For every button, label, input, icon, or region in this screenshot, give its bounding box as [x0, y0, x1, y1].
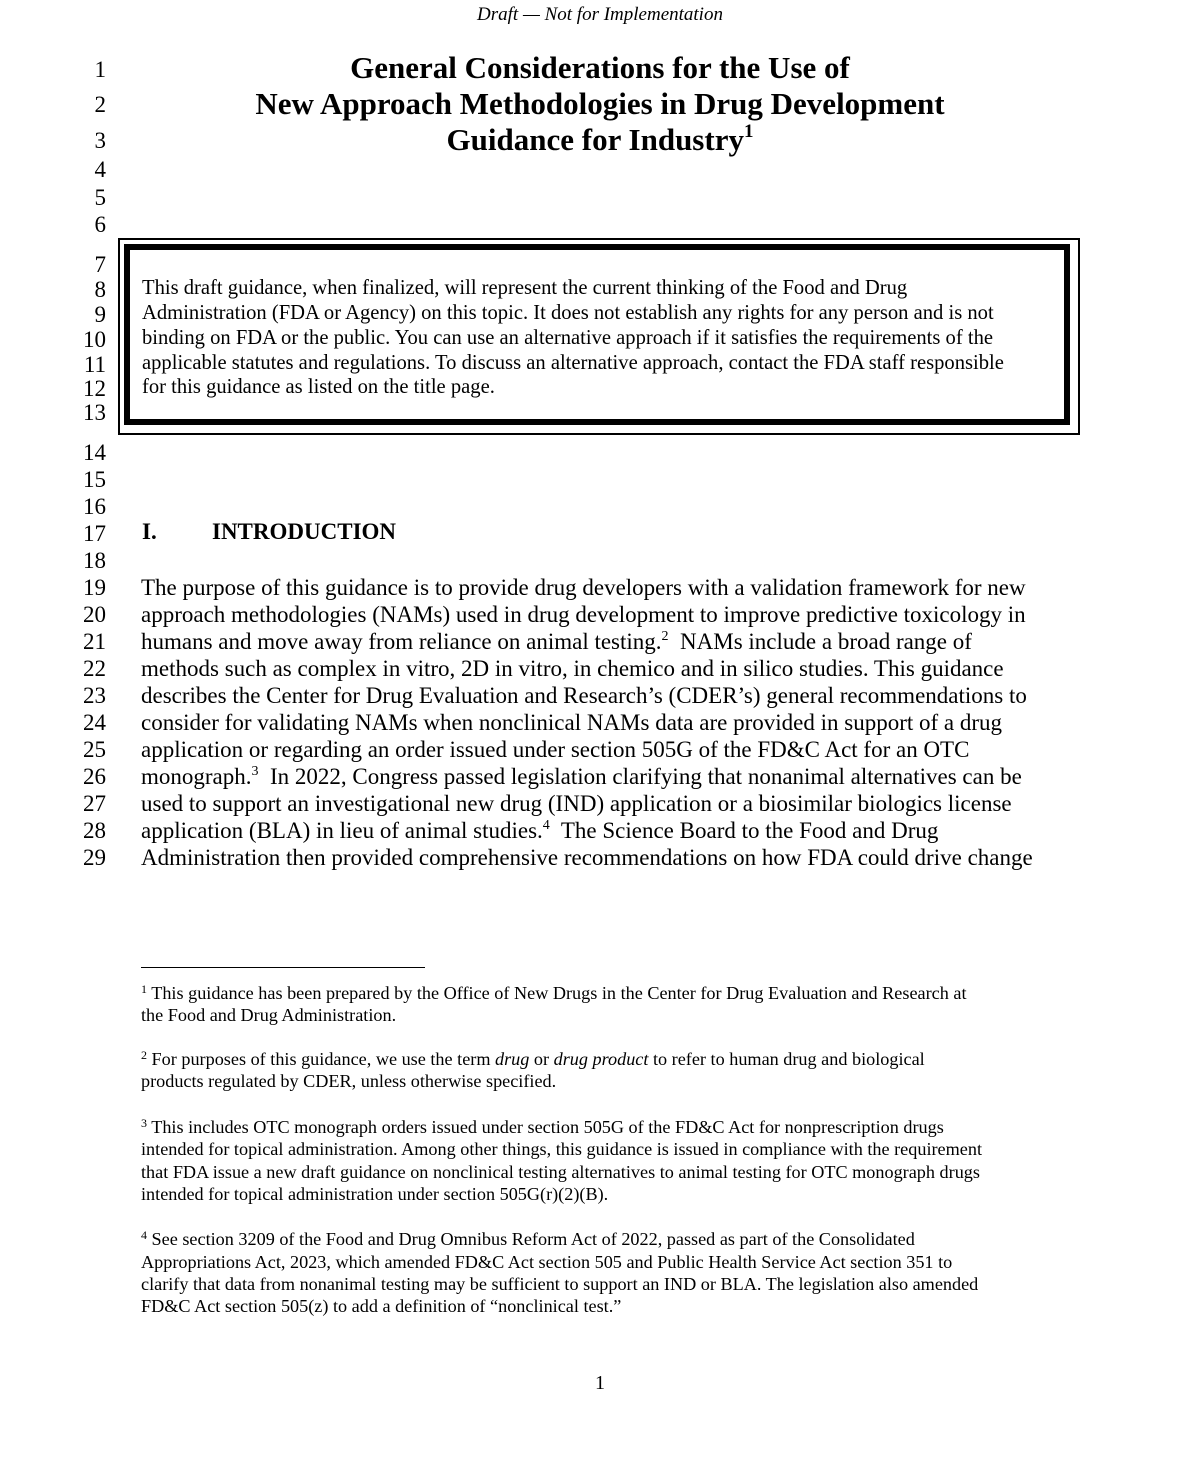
footnote-4	[141, 1229, 915, 1250]
disclaimer-line: Administration (FDA or Agency) on this topic. It does not establish any rights for any person and is not	[142, 302, 994, 324]
line-number: 20	[83, 602, 106, 627]
footnote-3-line-4: intended for topical administration under section 505G(r)(2)(B).	[141, 1184, 609, 1204]
footnote-2-line-2: products regulated by CDER, unless otherwise specified.	[141, 1071, 557, 1091]
footnote-1-line-2: the Food and Drug Administration.	[141, 1005, 397, 1025]
body-line: used to support an investigational new drug (IND) application or a biosimilar biologics license	[141, 791, 1012, 816]
footnote-ref-3[interactable]: 3	[251, 764, 259, 779]
line-number: 9	[94, 302, 106, 327]
footnote-4-line-2: Appropriations Act, 2023, which amended FD&C Act section 505 and Public Health Service Act section 351 to	[141, 1252, 953, 1272]
document-title-line-3	[100, 122, 1100, 158]
line-number: 22	[83, 656, 106, 681]
body-line: methods such as complex in vitro, 2D in vitro, in chemico and in silico studies. This guidance	[141, 656, 1004, 681]
body-line	[141, 818, 938, 844]
line-number: 6	[94, 212, 106, 237]
body-line	[141, 629, 972, 655]
body-text: humans and move away from reliance on animal testing.	[141, 629, 662, 654]
footnote-text: to refer to human drug and biological	[648, 1049, 925, 1069]
footnote-4-line-3: clarify that data from nonanimal testing may be sufficient to support an IND or BLA. The legislation also amended	[141, 1274, 979, 1294]
footnote-text: See section 3209 of the Food and Drug Omnibus Reform Act of 2022, passed as part of the Consolidated	[147, 1229, 915, 1249]
line-number: 14	[83, 440, 106, 465]
disclaimer-line: for this guidance as listed on the title page.	[142, 376, 495, 398]
line-number: 26	[83, 764, 106, 789]
line-number: 18	[83, 548, 106, 573]
footnote-2	[141, 1049, 925, 1070]
footnote-ref-2[interactable]: 2	[661, 629, 669, 644]
body-line: The purpose of this guidance is to provide drug developers with a validation framework for new	[141, 575, 1026, 600]
footnote-term: drug product	[553, 1049, 649, 1069]
section-number: I.	[142, 519, 157, 544]
disclaimer-line: This draft guidance, when finalized, will represent the current thinking of the Food and Drug	[142, 277, 908, 299]
footnote-text: This guidance has been prepared by the Office of New Drugs in the Center for Drug Evaluation and Research at	[147, 983, 967, 1003]
line-number: 2	[94, 92, 106, 117]
body-text: The Science Board to the Food and Drug	[549, 818, 939, 843]
footnote-term: drug	[495, 1049, 530, 1069]
document-title-line-1: General Considerations for the Use of	[350, 50, 850, 85]
body-text: In 2022, Congress passed legislation clarifying that nonanimal alternatives can be	[258, 764, 1022, 789]
disclaimer-line: applicable statutes and regulations. To discuss an alternative approach, contact the FDA staff responsible	[142, 352, 1004, 374]
line-number: 7	[94, 252, 106, 277]
footnote-text: For purposes of this guidance, we use the term	[147, 1049, 496, 1069]
body-line: describes the Center for Drug Evaluation and Research’s (CDER’s) general recommendations to	[141, 683, 1027, 708]
body-line: application or regarding an order issued under section 505G of the FD&C Act for an OTC	[141, 737, 970, 762]
line-number: 29	[83, 845, 106, 870]
footnote-ref-4[interactable]: 4	[542, 818, 550, 833]
line-number: 21	[83, 629, 106, 654]
footnote-mark: 4	[141, 1228, 147, 1242]
section-title: INTRODUCTION	[212, 519, 397, 544]
line-number: 17	[83, 521, 106, 546]
footnote-separator	[141, 967, 425, 968]
line-number: 4	[94, 157, 106, 182]
body-line: Administration then provided comprehensive recommendations on how FDA could drive change	[141, 845, 1033, 870]
line-number: 19	[83, 575, 106, 600]
footnote-mark: 3	[141, 1116, 147, 1130]
document-title-line-2: New Approach Methodologies in Drug Development	[255, 86, 945, 121]
footnote-ref-1[interactable]: 1	[743, 121, 754, 142]
footnote-mark: 2	[141, 1048, 147, 1062]
footnote-text: or	[529, 1049, 554, 1069]
line-number: 11	[83, 352, 106, 377]
draft-notice-header: Draft — Not for Implementation	[477, 4, 723, 25]
line-number: 24	[83, 710, 106, 735]
line-number: 16	[83, 494, 106, 519]
line-number: 13	[83, 400, 106, 425]
section-heading-introduction	[142, 519, 396, 545]
body-text: monograph.	[141, 764, 252, 789]
footnote-3	[141, 1117, 944, 1138]
line-number: 27	[83, 791, 106, 816]
footnote-3-line-2: intended for topical administration. Among other things, this guidance is issued in compliance with the requirement	[141, 1139, 982, 1159]
line-number: 15	[83, 467, 106, 492]
line-number: 10	[83, 327, 106, 352]
body-line: approach methodologies (NAMs) used in drug development to improve predictive toxicology in	[141, 602, 1026, 627]
line-number: 25	[83, 737, 106, 762]
body-line	[141, 764, 1022, 790]
footnote-1	[141, 983, 967, 1004]
body-line: consider for validating NAMs when nonclinical NAMs data are provided in support of a drug	[141, 710, 1003, 735]
footnote-4-line-4: FD&C Act section 505(z) to add a definition of “nonclinical test.”	[141, 1296, 622, 1316]
footnote-3-line-3: that FDA issue a new draft guidance on nonclinical testing alternatives to animal testing for OTC monograph drugs	[141, 1162, 980, 1182]
footnote-mark: 1	[141, 982, 147, 996]
guidance-label: Guidance for Industry	[446, 122, 744, 157]
body-text: NAMs include a broad range of	[668, 629, 972, 654]
line-number: 5	[94, 185, 106, 210]
line-number: 28	[83, 818, 106, 843]
line-number: 8	[94, 277, 106, 302]
line-number: 23	[83, 683, 106, 708]
disclaimer-line: binding on FDA or the public. You can use an alternative approach if it satisfies the requirements of the	[142, 327, 994, 349]
line-number: 1	[94, 57, 106, 82]
body-text: application (BLA) in lieu of animal studies.	[141, 818, 543, 843]
footnote-text: This includes OTC monograph orders issued under section 505G of the FD&C Act for nonprescription drugs	[147, 1117, 944, 1137]
line-number: 12	[83, 376, 106, 401]
line-number: 3	[94, 128, 106, 153]
page-number: 1	[595, 1372, 605, 1394]
